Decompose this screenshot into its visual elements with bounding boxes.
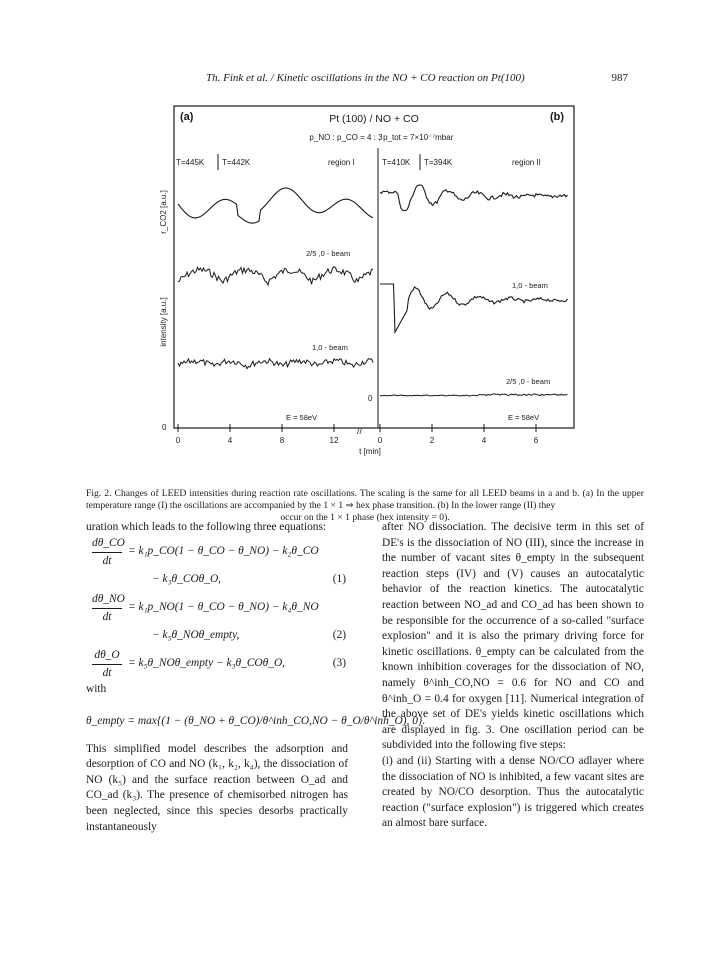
trace-b-beam-10 [380,284,568,332]
temp-a-2: T=442K [222,158,251,167]
region-a: region I [328,158,355,167]
with-label: with [86,682,107,695]
temp-b-1: T=410K [382,158,411,167]
eq3-denominator: dt [102,667,112,680]
trace-b-beam-25 [380,394,568,396]
xtick-label-b-3: 6 [533,436,539,445]
eq3-rhs: = k₅θ_NOθ_empty − k₃θ_COθ_O, [128,656,286,669]
right-column [382,520,644,832]
xtick-label-a-2: 8 [279,436,285,445]
trace-a-mid-label: 2/5 ,0 - beam [306,249,351,258]
eq2-numerator: dθ_NO [92,592,125,605]
eq1-rhs: = k₁p_CO(1 − θ_CO − θ_NO) − k₂θ_CO [128,544,319,557]
axis-break: // [357,426,363,436]
xtick-label-a-3: 12 [329,436,339,445]
equation-empty [86,702,426,742]
xtick-label-a-1: 4 [227,436,233,445]
equation-2 [86,592,348,626]
eq2-rhs: = k₁p_NO(1 − θ_CO − θ_NO) − k₄θ_NO [128,600,319,613]
page-number: 987 [611,72,628,84]
running-head: Th. Fink et al. / Kinetic oscillations in the NO + CO reaction on Pt(100) [206,72,525,84]
trace-a-beam-10 [178,359,373,369]
xtick-label-a-0: 0 [175,436,181,445]
zero-a: 0 [162,423,167,432]
equation-1 [86,536,348,570]
xlabel: t [min] [359,447,381,456]
conditions-pressure: , p_tot = 7×10⁻⁷mbar [378,133,454,142]
equation-1-cont [86,570,348,592]
conditions-ratio: p_NO : p_CO = 4 : 3 [309,133,383,142]
equation-2-cont [86,626,348,648]
region-b: region II [512,158,541,167]
trace-b-mid-label: 1,0 - beam [512,281,548,290]
eq-empty: θ_empty = max{(1 − (θ_NO + θ_CO)/θ^inh_CO,NO − θ_O/θ^inh_O), 0}. [86,714,426,727]
equation-3 [86,648,348,682]
eq1-denominator: dt [102,555,112,568]
eq3-numerator: dθ_O [94,648,120,661]
xtick-label-b-2: 4 [481,436,487,445]
figure-title: Pt (100) / NO + CO [329,113,419,125]
right-para-1: after NO dissociation. The decisive term in this set of DE's is the dissociation of NO (III), since the increase in the number of vacant sites θ_empty in the subsequent reaction steps (IV) and (V) causes an autocatalytic behavior of the reaction kinetics. The autocatalytic reaction between NO_ad and CO_ad has been shown to be responsible for the occurrence of a so-called "surface explosion" and it is also the primary driving force for kinetic oscillations. θ_empty can be calculated from the known inhibition coverages for the dissociation of NO, namely θ^inh_CO,NO = 0.6 for NO and CO and θ^inh_O = 0.4 for oxygen [11]. Numerical integration of the above set of DE's yields kinetic oscillations which are displayed in fig. 3. One oscillation period can be subdivided into the following five steps: [382,521,644,752]
trace-b-rate [380,185,568,211]
eq1-number: (1) [332,572,346,585]
zero-b: 0 [368,394,373,403]
figure [158,104,578,463]
trace-a-low-label: 1,0 - beam [312,343,348,352]
eq3-number: (3) [332,656,346,669]
page-header [0,72,720,92]
trace-a-beam-25 [178,267,373,285]
panel-a-label: (a) [180,111,194,123]
temp-a-1: T=445K [176,158,205,167]
eq2-number: (2) [332,628,346,641]
ylabel-rate: r_CO2 [a.u.] [159,190,168,234]
caption-last: occur on the 1 × 1 phase (hex intensity = 0). [280,512,450,524]
xtick-label-b-1: 2 [429,436,435,445]
energy-b: E = 58eV [508,413,540,422]
xtick-label-b-0: 0 [377,436,383,445]
eq1-cont: − k₃θ_COθ_O, [152,572,222,585]
trace-b-low-label: 2/5 ,0 - beam [506,377,551,386]
eq2-denominator: dt [102,611,112,624]
right-para-2: (i) and (ii) Starting with a dense NO/CO adlayer where the dissociation of NO is inhibited, a few vacant sites are created by NO/CO desorption. Thus the autocatalytic reaction ("surface explosion") is triggered which creates an almost bare surface. [382,754,644,830]
left-body: This simplified model describes the adsorption and desorption of CO and NO (k₁, k₂, k₄), the dissociation of NO (k₅) and the surface reaction between O_ad and CO_ad (k₃). The presence of chemisorbed nitrogen has been neglected, since this species desorbs practically instantaneously [86,742,348,833]
trace-a-rate [178,188,373,223]
ylabel-intensity: intensity [a.u.] [159,297,168,347]
energy-a: E = 58eV [286,413,318,422]
left-column [86,520,426,835]
figure-svg [158,104,578,458]
caption-main: Fig. 2. Changes of LEED intensities during reaction rate oscillations. The scaling is the same for all LEED beams in a and b. (a) In the upper temperature range (I) the oscillations are accompanied by the 1 × 1 ⇒ hex phase transition. (b) In the lower range (II) they [86,488,644,512]
eq1-numerator: dθ_CO [92,536,125,549]
eq2-cont: − k₅θ_NOθ_empty, [152,628,240,641]
panel-b-label: (b) [550,111,565,123]
intro-text: uration which leads to the following three equations: [86,521,327,533]
temp-b-2: T=394K [424,158,453,167]
